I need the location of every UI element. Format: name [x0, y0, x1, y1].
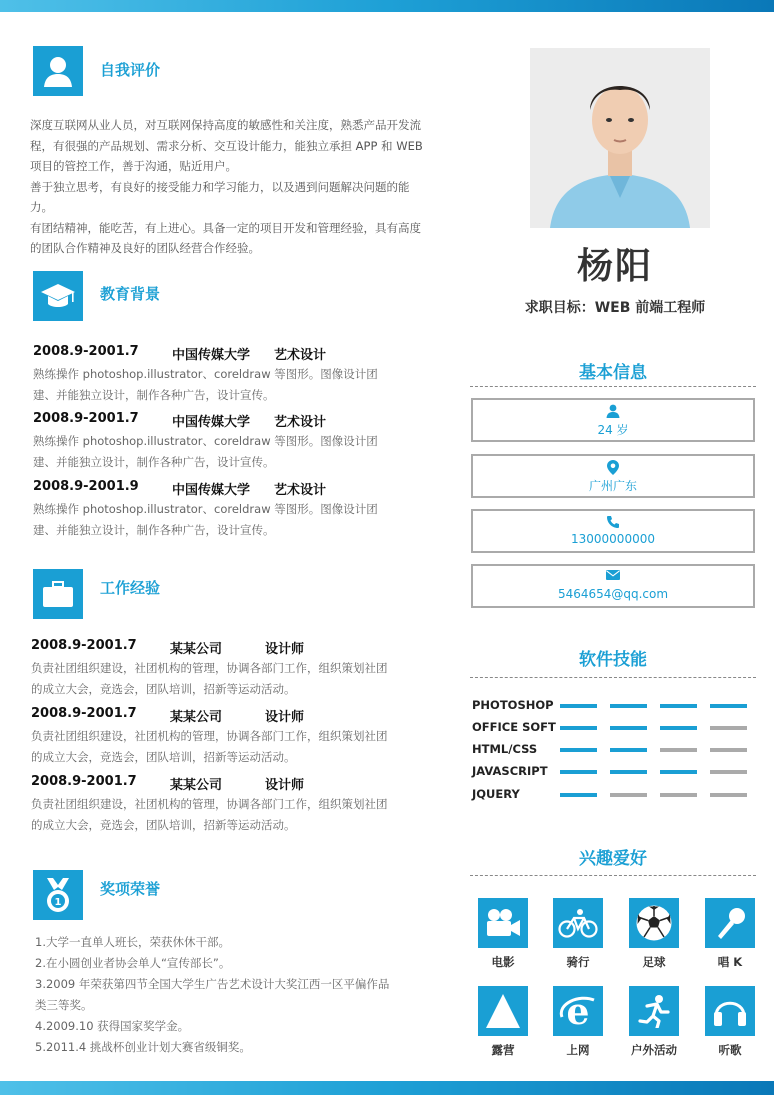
skill-name: HTML/CSS — [472, 742, 538, 756]
skill-level-filled — [560, 704, 597, 708]
info-value: 广州广东 — [588, 479, 637, 493]
skill-name: OFFICE SOFT — [472, 720, 556, 734]
skill-level-empty — [710, 726, 747, 730]
education-period: 2008.9-2001.7 — [33, 344, 139, 359]
education-school: 中国传媒大学 — [172, 483, 251, 498]
education-description-line: 熟练操作 photoshop.illustrator、coreldraw 等图形。图像设计团 — [33, 502, 378, 516]
section-title-basic-info: 基本信息 — [579, 363, 647, 383]
section-title-education: 教育背景 — [100, 285, 161, 303]
self-eval-line: 程，有很强的产品规划、需求分析、交互设计能力，能独立承担 APP 和 WEB — [30, 138, 423, 153]
section-title-hobbies: 兴趣爱好 — [579, 849, 647, 869]
education-major: 艺术设计 — [274, 348, 327, 363]
self-eval-line: 有团结精神，能吃苦，有上进心。具备一定的项目开发和管理经验，具有高度 — [30, 220, 421, 235]
svg-text:e: e — [566, 992, 590, 1030]
self-eval-line: 的团队合作精神及良好的团队经营合作经验。 — [30, 241, 260, 255]
profile-photo — [530, 48, 710, 228]
skill-level-empty — [710, 793, 747, 797]
work-description — [31, 658, 406, 700]
self-eval-text — [30, 115, 430, 259]
hobby-label: 户外活动 — [631, 1043, 677, 1057]
movie-camera-icon — [478, 898, 528, 948]
hobby-label: 足球 — [642, 955, 666, 969]
envelope-icon — [473, 570, 753, 586]
internet-browser-icon — [553, 986, 603, 1036]
medal-icon — [33, 870, 83, 920]
education-school: 中国传媒大学 — [172, 415, 251, 430]
user-icon — [33, 46, 83, 96]
hobby-label: 听歌 — [718, 1043, 742, 1057]
graduation-cap-icon — [33, 271, 83, 321]
divider — [470, 677, 756, 678]
hobby-label: 露营 — [491, 1043, 515, 1057]
award-line: 4.2009.10 获得国家奖学金。 — [35, 1019, 190, 1033]
work-entry-header — [31, 774, 401, 792]
work-role: 设计师 — [265, 642, 305, 657]
work-entry-header — [31, 706, 401, 724]
location-pin-icon — [473, 460, 753, 476]
education-school: 中国传媒大学 — [172, 348, 251, 363]
skill-level-filled — [560, 748, 597, 752]
info-value: 5464654@qq.com — [557, 587, 669, 601]
award-line: 3.2009 年荣获第四节全国大学生广告艺术设计大奖江西一区平偏作品 — [35, 977, 390, 991]
skill-name: JAVASCRIPT — [472, 764, 548, 778]
award-line: 类三等奖。 — [35, 998, 93, 1012]
section-title-skills: 软件技能 — [579, 650, 647, 670]
award-line: 1.大学一直单人班长，荣获休休干部。 — [35, 935, 230, 949]
work-description-line: 负责社团组织建设，社团机构的管理，协调各部门工作，组织策划社团 — [31, 729, 388, 743]
info-item — [471, 509, 755, 553]
job-target: 求职目标：WEB 前端工程师 — [524, 300, 706, 316]
svg-text:1: 1 — [54, 897, 62, 908]
skill-level-filled — [560, 793, 597, 797]
education-description-line: 建、并能独立设计，制作各种广告，设计宣传。 — [33, 455, 275, 469]
top-accent-bar — [0, 0, 774, 12]
bottom-accent-bar — [0, 1081, 774, 1095]
work-description-line: 的成立大会，竞选会，团队培训，招新等运动活动。 — [31, 818, 296, 832]
awards-list — [35, 932, 405, 1058]
self-eval-line: 深度互联网从业人员，对互联网保持高度的敏感性和关注度，熟悉产品开发流 — [30, 118, 421, 132]
hobby-label: 唱 K — [717, 955, 743, 969]
skill-level-filled — [560, 770, 597, 774]
bicycle-icon — [553, 898, 603, 948]
info-item — [471, 398, 755, 442]
hobby-label: 骑行 — [566, 955, 590, 969]
work-role: 设计师 — [265, 710, 305, 725]
award-line: 2.在小圆创业者协会单人“宣传部长”。 — [35, 956, 231, 970]
microphone-icon — [705, 898, 755, 948]
section-title-work: 工作经验 — [100, 579, 161, 597]
phone-icon — [473, 515, 753, 531]
skill-name: PHOTOSHOP — [472, 698, 554, 712]
divider — [470, 875, 756, 876]
education-description-line: 建、并能独立设计，制作各种广告，设计宣传。 — [33, 388, 275, 402]
skill-level-empty — [660, 748, 697, 752]
education-major: 艺术设计 — [274, 483, 327, 498]
education-description — [33, 364, 393, 406]
running-person-icon — [629, 986, 679, 1036]
skill-name: JQUERY — [472, 787, 520, 801]
work-company: 某某公司 — [170, 778, 223, 793]
info-value: 24 岁 — [597, 423, 629, 437]
work-period: 2008.9-2001.7 — [31, 638, 137, 653]
work-company: 某某公司 — [170, 710, 223, 725]
work-period: 2008.9-2001.7 — [31, 706, 137, 721]
skill-level-filled — [710, 704, 747, 708]
work-company: 某某公司 — [170, 642, 223, 657]
skill-level-filled — [560, 726, 597, 730]
info-item — [471, 454, 755, 498]
education-entry-header — [33, 479, 393, 497]
skill-level-filled — [610, 726, 647, 730]
skill-level-empty — [660, 793, 697, 797]
skill-level-filled — [610, 748, 647, 752]
skill-level-empty — [710, 748, 747, 752]
education-entry-header — [33, 411, 393, 429]
skill-level-empty — [710, 770, 747, 774]
education-period: 2008.9-2001.7 — [33, 411, 139, 426]
skill-level-filled — [660, 704, 697, 708]
skill-level-filled — [660, 726, 697, 730]
person-icon — [473, 404, 753, 420]
education-entry-header — [33, 344, 393, 362]
divider — [470, 386, 756, 387]
info-item — [471, 564, 755, 608]
work-period: 2008.9-2001.7 — [31, 774, 137, 789]
education-description — [33, 499, 393, 541]
education-description — [33, 431, 393, 473]
self-eval-line: 项目的管控工作，善于沟通，贴近用户。 — [30, 159, 237, 173]
candidate-name: 杨阳 — [576, 246, 653, 287]
skill-level-filled — [660, 770, 697, 774]
headphones-icon — [705, 986, 755, 1036]
work-description-line: 负责社团组织建设，社团机构的管理，协调各部门工作，组织策划社团 — [31, 797, 388, 811]
education-major: 艺术设计 — [274, 415, 327, 430]
info-value: 13000000000 — [571, 532, 655, 546]
section-title-awards: 奖项荣誉 — [100, 880, 161, 898]
hobby-label: 电影 — [491, 955, 515, 969]
education-description-line: 建、并能独立设计，制作各种广告，设计宣传。 — [33, 523, 275, 537]
skill-level-empty — [610, 793, 647, 797]
work-role: 设计师 — [265, 778, 305, 793]
work-description — [31, 726, 406, 768]
award-line: 5.2011.4 挑战杯创业计划大赛省级铜奖。 — [35, 1040, 251, 1054]
work-entry-header — [31, 638, 401, 656]
section-title-self-eval: 自我评价 — [100, 61, 161, 79]
education-period: 2008.9-2001.9 — [33, 479, 139, 494]
tent-icon — [478, 986, 528, 1036]
self-eval-line: 善于独立思考，有良好的接受能力和学习能力，以及遇到问题解决问题的能力。 — [30, 179, 410, 214]
work-description-line: 的成立大会，竞选会，团队培训，招新等运动活动。 — [31, 682, 296, 696]
briefcase-icon — [33, 569, 83, 619]
hobby-label: 上网 — [566, 1043, 590, 1057]
education-description-line: 熟练操作 photoshop.illustrator、coreldraw 等图形。图像设计团 — [33, 434, 378, 448]
work-description-line: 负责社团组织建设，社团机构的管理，协调各部门工作，组织策划社团 — [31, 661, 388, 675]
skill-level-filled — [610, 770, 647, 774]
soccer-ball-icon — [629, 898, 679, 948]
work-description — [31, 794, 406, 836]
education-description-line: 熟练操作 photoshop.illustrator、coreldraw 等图形。图像设计团 — [33, 367, 378, 381]
skill-level-filled — [610, 704, 647, 708]
work-description-line: 的成立大会，竞选会，团队培训，招新等运动活动。 — [31, 750, 296, 764]
